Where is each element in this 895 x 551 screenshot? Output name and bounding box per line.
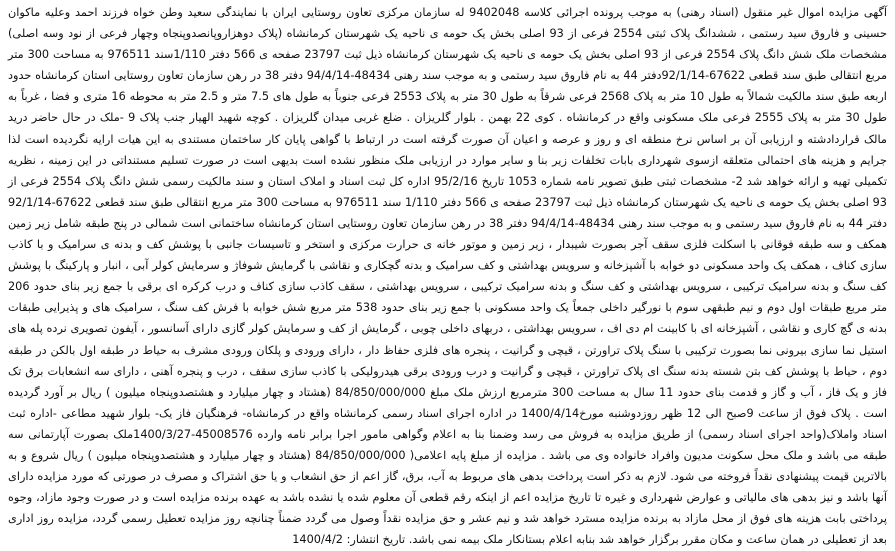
auction-notice-text: آگهی مزایده اموال غیر منقول (اسناد رهنی) به موجب پرونده اجرائی کلاسه 9402048 له سازمان مرکزی تعاون روستایی ایران با نمایندگی سعید وطن خواه فرزند احمد وعلیه ماکوان حسینی و فاروق سید رستمی ، ششدانگ پلاک ثبتی 2554 فرعی از 93 اصلی بخش یک حومه ی ناحیه یک شهرستان کرمانشاه (پلاک دوهزاروپانصدوپنجاه وچهار فرعی از نود وسه اصلی) مشخصات ملک شش دانگ پلاک 2554 فرعی از 93 اصلی بخش یک حومه ی ناحیه یک شهرستان کرمانشاه ذیل ثبت 23797 صفحه ی 566 دفتر 1/110سند 976511 به مساحت 300 متر مربع انتقالی طبق سند قطعی 67622-92/1/14دفتر 44 به نام فاروق سید رستمی و به موجب سند رهنی 48434-94/4/14 دفتر 38 در رهن سازمان تعاون روستایی استان کرمانشاه حدود اربعه طبق سند مالکیت شمالاً به طول 10 متر به پلاک 2568 فرعی شرقاً به طول 30 متر به پلاک 2553 فرعی جنوباً به طول های 7.5 متر و 2.5 متر به محوطه 16 متری و فضا ، غرباً به طول 30 متر به پلاک 2555 فرعی ملک مسکونی واقع در کرمانشاه . کوی 22 بهمن . بلوار گلریزان . ضلع غربی میدان گلریزان . کوچه شهید الهیار جنب پلاک 9 -ملک در حال حاضر درید مالک قراردادشته و ارزیابی آن بر اساس نرخ منطقه ای و روز و عرصه و اعیان آن صورت گرفته است در ارتباط با گواهی پایان کار ساختمان مستندی به این هیات ارایه نگردیده است لذا جرایم و هزینه های احتمالی متعلقه ازسوی شهرداری بابات تخلفات زیر بنا و سایر موارد در ارزیابی ملک منظور نشده است بدیهی است در صورت تسلیم مستنداتی در این زمینه ، نظریه تکمیلی تهیه و ارائه خواهد شد 2- مشخصات ثبتی طبق تصویر نامه شماره 1053 تاریخ 95/2/16 اداره کل ثبت اسناد و املاک استان و سند مالکیت رسمی شش دانگ پلاک 2554 فرعی از 93 اصلی بخش یک حومه ی ناحیه یک شهرستان کرمانشاه ذیل ثبت 23797 صفحه ی 566 دفتر 1/110 سند 976511 به مساحت 300 متر مربع انتقالی طبق سند قطعی 67622-92/1/14 دفتر 44 به نام فاروق سید رستمی و به موجب سند رهنی 48434-94/4/14 دفتر 38 در رهن سازمان تعاون روستایی استان کرمانشاه ساختمانی است شمالی در پنج طبقه شامل زیر زمین همکف و سه طبقه فوقانی با اسکلت فلزی سقف آجر بصورت شیبدار ، زیر زمین و موتور خانه ی حرارت مرکزی و استخر و تاسیسات جانبی با پوشش کف و بدنه ی سرامیک و با کاذب سازی کناف ، همکف یک واحد مسکونی دو خوابه با آشپزخانه و سرویس بهداشتی و کف سرامیک و بدنه گچکاری و نقاشی با گرمایش شوفاژ و سرمایش کولر آبی ، انبار و پارکینگ با پوشش کف سنگ و بدنه سرامیک ترکیبی ، سرویس بهداشتی و کف سنگ و بدنه سرامیک ترکیبی ، سرویس بهداشتی ، سقف کاذب سازی کناف و درب کرکره ای برقی با جمع زیر بنای حدود 206 متر مربع طبقات اول دوم و نیم طبقهی سوم با نورگیر داخلی جمعاً یک واحد مسکونی با جمع زیر بنای حدود 538 متر مربع شش خوابه با فرش کف سنگ ، سرامیک های و پذیرایی طبقات بدنه ی گچ کاری و نقاشی ، آشپزخانه ای با کابینت ام دی اف ، سرویس بهداشتی ، دربهای داخلی چوبی ، گرمایش از کف و سرمایش کولر گازی دارای آسانسور ، آیفون تصویری نرده پله های استیل نما سازی بیرونی نما بصورت ترکیبی با سنگ پلاک تراورتن ، قیچی و گرانیت ، پنجره های فلزی حفاظ دار ، دارای ورودی و پلکان ورودی مشرف به حیاط در طبقه اول بالکن در طبقه دوم ، حیاط با پوشش کف بتن شسته بدنه سنگ ای پلاک تراورتن ، قیچی و گرانیت و درب ورودی برقی هیدرولیکی با کاذب سازی سقف ، درب و پنجره آهنی ، دارای سه انشعابات برق تک فاز و یک فاز ، آب و گاز و قدمت بنای حدود 11 سال به مساحت 300 مترمربع ارزش ملک مبلغ 84/850/000/000 (هشتاد و چهار میلیارد و هشتصدوپنجاه میلیون ) ریال بر آورد گردیده است . پلاک فوق از ساعت 9صبح الی 12 ظهر روزدوشنبه مورخ1400/4/14 در اداره اجرای اسناد رسمی کرمانشاه واقع در کرمانشاه- فرهنگیان فاز یک- بلوار شهید مطاعی -اداره ثبت اسناد واملاک(واحد اجرای اسناد رسمی) از طریق مزایده به فروش می رسد وضمنا بنا به اعلام وگواهی مامور اجرا برابر نامه وارده 45008576-1400/3/27ملک بصورت آپارتمانی سه طبقه می باشد و ملک محل سکونت مدیون وافراد خانواده وی می باشد . مزایده از مبلغ پایه اعلامی( 84/850/000/000 (هشتاد و چهار میلیارد و هشتصدوپنجاه میلیون ) ریال شروع و به بالاترین قیمت پیشنهادی نقداً فروخته می شود. لازم به ذکر است پرداخت بدهی های مربوط به آب، برق، گاز اعم از حق انشعاب و یا حق اشتراک و مصرف در صورتی که مورد مزایده دارای آنها باشد و نیز بدهی های مالیاتی و عوارض شهرداری و غیره تا تاریخ مزایده اعم از اینکه رقم قطعی آن معلوم شده یا نشده باشد به عهده برنده مزایده است و در صورت وجود مازاد، وجوه پرداختی بابت هزینه های فوق از محل مازاد به برنده مزایده مسترد خواهد شد و نیم عشر و حق مزایده نقداً وصول می گردد ضمناً چنانچه روز مزایده تعطیل رسمی گردد، مزایده روز اداری بعد از تعطیلی در همان ساعت و مکان مقرر برگزار خواهد شد بنابه اعلام بستانکار ملک بیمه نمی باشد. تاریخ انتشار: 1400/4/2 [8, 6, 888, 547]
